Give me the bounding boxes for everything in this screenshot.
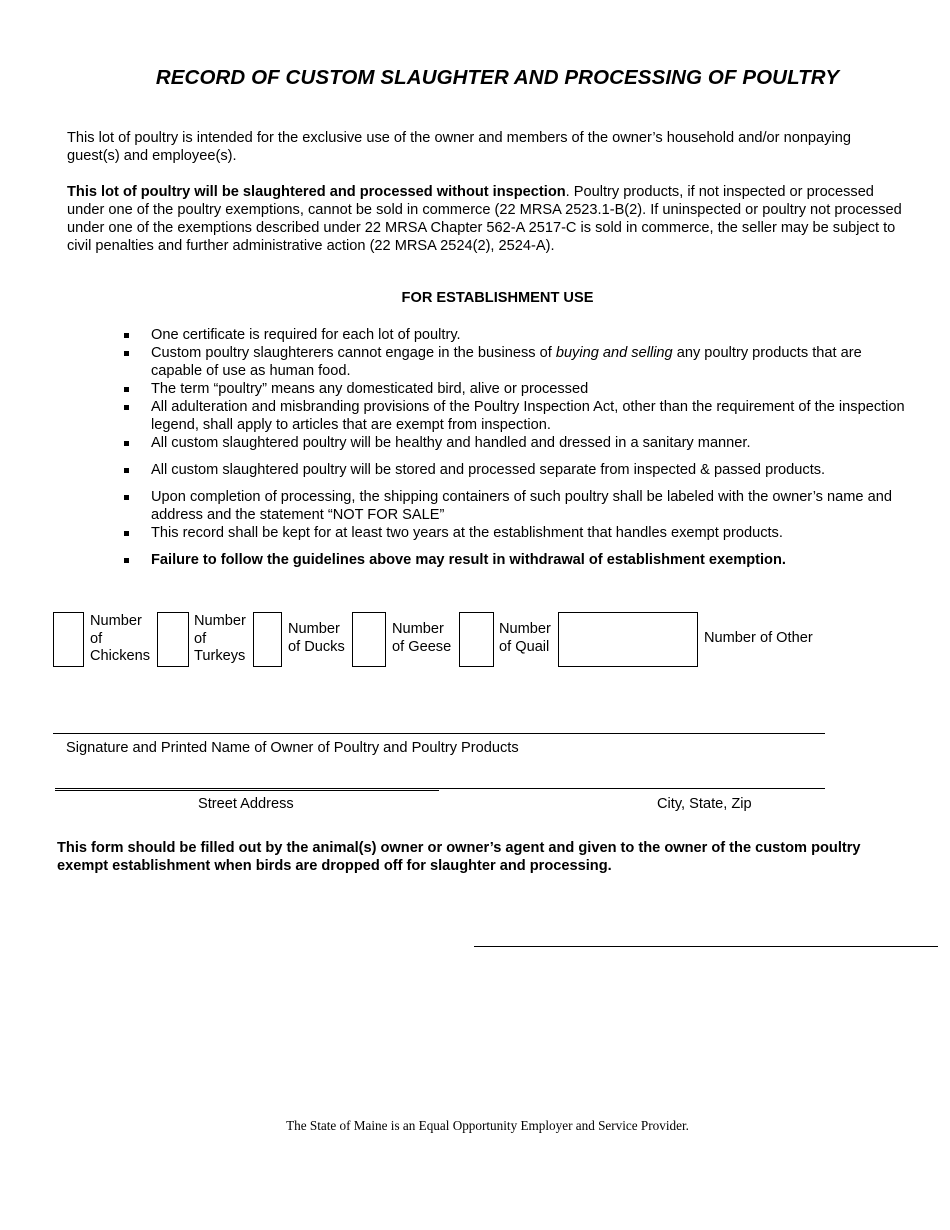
turkeys-count-box[interactable] xyxy=(157,612,189,667)
rule-item: All adulteration and misbranding provisions of the Poultry Inspection Act, other than the requirement of the inspection legend, shall apply to articles that are exempt from inspection. xyxy=(121,398,911,434)
chickens-count-label: Number of Chickens xyxy=(90,613,151,664)
quail-count-label: Number of Quail xyxy=(499,621,551,655)
establishment-heading: FOR ESTABLISHMENT USE xyxy=(401,290,594,306)
rule-text: Custom poultry slaughterers cannot engage in the business of xyxy=(151,345,556,361)
rule-item: This record shall be kept for at least two years at the establishment that handles exempt products. xyxy=(121,524,911,542)
ducks-count-box[interactable] xyxy=(253,612,282,667)
quail-count-box[interactable] xyxy=(459,612,494,667)
page-title: RECORD OF CUSTOM SLAUGHTER AND PROCESSING OF POULTRY xyxy=(155,66,840,89)
rule-emphasis: buying and selling xyxy=(555,345,673,361)
footer-statement: The State of Maine is an Equal Opportunity Employer and Service Provider. xyxy=(286,1118,689,1133)
warning-bold-text: This lot of poultry will be slaughtered and processed without inspection xyxy=(67,184,566,200)
rule-item-warning: Failure to follow the guidelines above may result in withdrawal of establishment exemption. xyxy=(121,551,911,569)
geese-count-label: Number of Geese xyxy=(392,621,452,655)
geese-count-box[interactable] xyxy=(352,612,386,667)
rule-item: The term “poultry” means any domesticated bird, alive or processed xyxy=(121,380,911,398)
street-address-line xyxy=(55,790,439,791)
warning-text: . Poultry products, if not inspected or processed under one of the poultry exemptions, cannot be sold in commerce (22 MRSA 2523.1-B(2). If uninspected or poultry not processed under one of the exemptions described under 22 MRSA Chapter 562-A 2517-C is sold in commerce, the seller may be subject to civil penalties and further administrative action (22 MRSA 2524(2), 2524-A). xyxy=(67,184,902,254)
instructions-notice: This form should be filled out by the animal(s) owner or owner’s agent and given to the owner of the custom poultry exempt establishment when birds are dropped off for slaughter and processing. xyxy=(57,840,861,874)
establishment-rules-list xyxy=(121,326,911,569)
owner-signature-label: Signature and Printed Name of Owner of Poultry and Poultry Products xyxy=(66,740,519,756)
street-address-label: Street Address xyxy=(198,796,294,812)
ducks-count-label: Number of Ducks xyxy=(288,621,345,655)
other-count-label: Number of Other xyxy=(704,630,813,646)
rule-item xyxy=(121,344,911,380)
turkeys-count-label: Number of Turkeys xyxy=(194,613,246,664)
owner-signature-line[interactable] xyxy=(53,733,825,734)
address-line[interactable] xyxy=(55,788,825,789)
city-state-zip-label: City, State, Zip xyxy=(657,796,752,812)
establishment-signature-line[interactable] xyxy=(474,946,938,947)
chickens-count-box[interactable] xyxy=(53,612,84,667)
rule-item: All custom slaughtered poultry will be stored and processed separate from inspected & passed products. xyxy=(121,461,911,479)
intro-paragraph: This lot of poultry is intended for the exclusive use of the owner and members of the owner’s household and/or nonpaying guest(s) and employee(s). xyxy=(67,130,851,164)
other-count-box[interactable] xyxy=(558,612,698,667)
warning-paragraph xyxy=(67,183,907,255)
rule-text: any poultry products that are capable of use as human food. xyxy=(151,345,862,379)
rule-item: Upon completion of processing, the shipping containers of such poultry shall be labeled with the owner’s name and address and the statement “NOT FOR SALE” xyxy=(121,488,911,524)
rule-item: All custom slaughtered poultry will be healthy and handled and dressed in a sanitary manner. xyxy=(121,434,911,452)
rule-item: One certificate is required for each lot of poultry. xyxy=(121,326,911,344)
